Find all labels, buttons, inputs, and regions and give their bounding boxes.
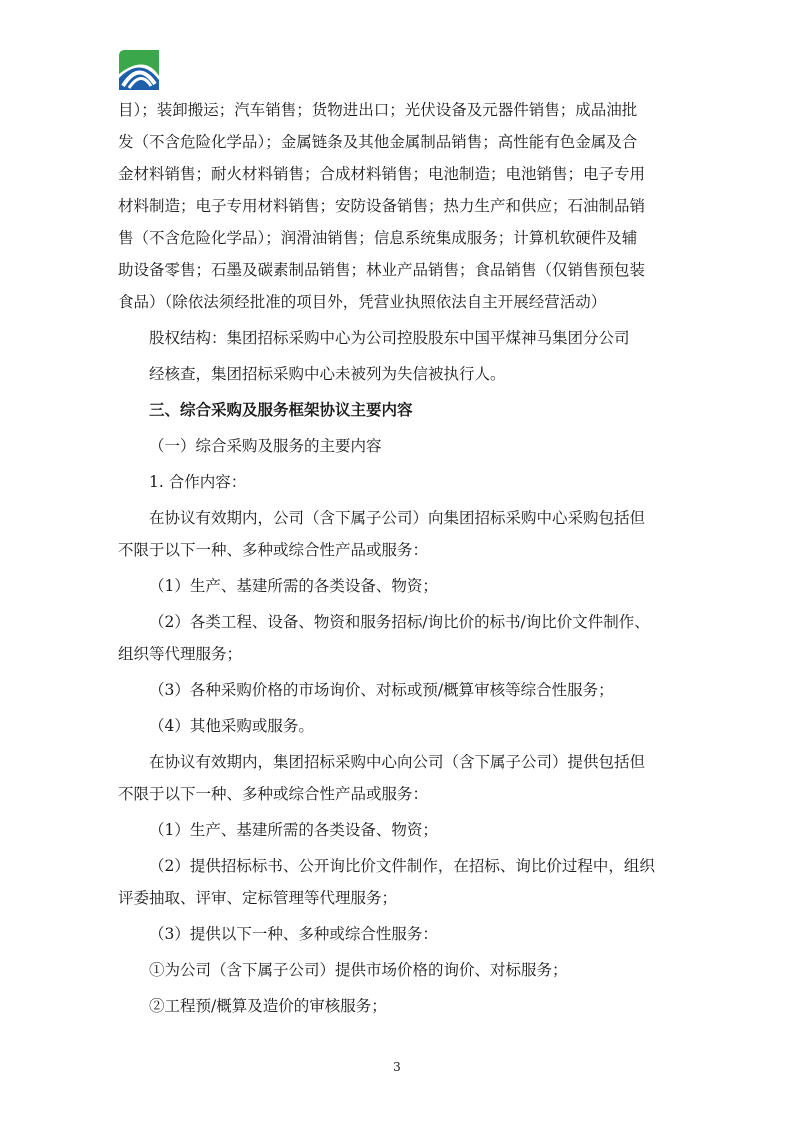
paragraph [118, 850, 678, 914]
paragraph [118, 322, 678, 354]
text-line: （2）各类工程、设备、物资和服务招标/询比价的标书/询比价文件制作、 [149, 613, 650, 631]
text-line: 组织等代理服务； [118, 645, 243, 663]
paragraph [118, 746, 678, 810]
text-line: 助设备零售；石墨及碳素制品销售；林业产品销售；食品销售（仅销售预包装 [118, 261, 646, 279]
text-line: 不限于以下一种、多种或综合性产品或服务： [118, 785, 429, 803]
text-line: ②工程预/概算及造价的审核服务； [149, 997, 387, 1015]
paragraph [118, 466, 678, 498]
paragraph [118, 814, 678, 846]
text-line: 不限于以下一种、多种或综合性产品或服务： [118, 541, 429, 559]
paragraph [118, 502, 678, 566]
text-line: （4）其他采购或服务。 [149, 717, 314, 735]
paragraph [118, 430, 678, 462]
text-line: 目）；装卸搬运；汽车销售；货物进出口；光伏设备及元器件销售；成品油批 [118, 101, 638, 119]
text-line: 材料制造；电子专用材料销售；安防设备销售；热力生产和供应；石油制品销 [118, 197, 646, 215]
paragraph [118, 674, 678, 706]
paragraph [118, 918, 678, 950]
paragraph [118, 358, 678, 390]
page-number: 3 [393, 1060, 401, 1074]
text-line: 在协议有效期内，公司（含下属子公司）向集团招标采购中心采购包括但 [149, 509, 646, 527]
document-body [118, 94, 678, 1022]
text-line: （3）提供以下一种、多种或综合性服务： [149, 925, 438, 943]
paragraph [118, 94, 678, 318]
text-line: ①为公司（含下属子公司）提供市场价格的询价、对标服务； [149, 961, 568, 979]
text-line: （一）综合采购及服务的主要内容 [149, 437, 382, 455]
text-line: 经核查，集团招标采购中心未被列为失信被执行人。 [149, 365, 506, 383]
paragraph [118, 606, 678, 670]
paragraph [118, 570, 678, 602]
section-heading [118, 394, 678, 426]
text-line: （1）生产、基建所需的各类设备、物资； [149, 821, 438, 839]
text-line: 金材料销售；耐火材料销售；合成材料销售；电池制造；电池销售；电子专用 [118, 165, 646, 183]
text-line: 在协议有效期内，集团招标采购中心向公司（含下属子公司）提供包括但 [149, 753, 646, 771]
paragraph [118, 990, 678, 1022]
company-logo-icon [115, 46, 163, 94]
paragraph [118, 954, 678, 986]
text-line: （1）生产、基建所需的各类设备、物资； [149, 577, 438, 595]
text-line: 发（不含危险化学品）；金属链条及其他金属制品销售；高性能有色金属及合 [118, 133, 638, 151]
text-line: （2）提供招标标书、公开询比价文件制作，在招标、询比价过程中，组织 [149, 857, 655, 875]
text-line: 三、综合采购及服务框架协议主要内容 [149, 400, 413, 419]
text-line: 1. 合作内容： [149, 473, 247, 491]
text-line: 售（不含危险化学品）；润滑油销售；信息系统集成服务；计算机软硬件及辅 [118, 229, 638, 247]
text-line: 评委抽取、评审、定标管理等代理服务； [118, 889, 398, 907]
text-line: 食品）（除依法须经批准的项目外，凭营业执照依法自主开展经营活动） [118, 293, 607, 311]
paragraph [118, 710, 678, 742]
text-line: 股权结构：集团招标采购中心为公司控股股东中国平煤神马集团分公司 [149, 329, 630, 347]
text-line: （3）各种采购价格的市场询价、对标或预/概算审核等综合性服务； [149, 681, 614, 699]
